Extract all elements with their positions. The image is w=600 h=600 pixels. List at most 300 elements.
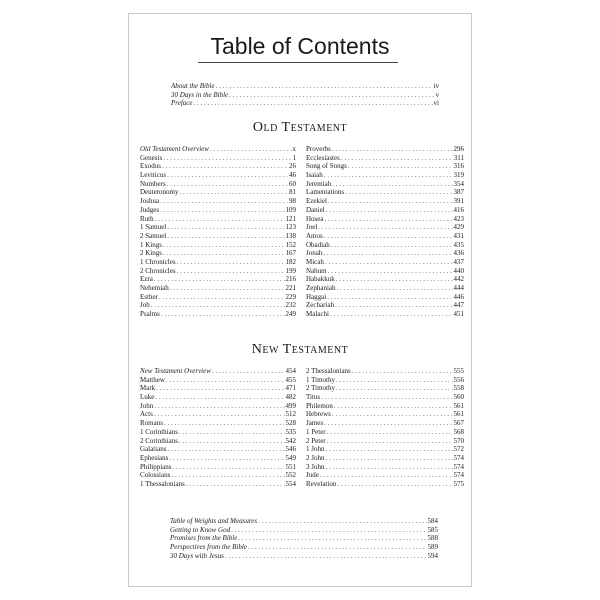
toc-entry-page-number: 199	[285, 266, 296, 275]
toc-entry-label: Zephaniah	[306, 284, 336, 292]
front-matter-list	[171, 82, 439, 108]
old-testament-right-column	[306, 145, 464, 319]
toc-entry[interactable]	[171, 91, 439, 100]
dot-leader	[170, 284, 285, 293]
toc-entry-label: Haggai	[306, 292, 327, 301]
toc-entry-label: Mark	[140, 384, 156, 393]
toc-entry[interactable]	[306, 376, 464, 385]
toc-entry-page-number: 542	[285, 436, 296, 445]
toc-entry-label: Acts	[140, 410, 153, 419]
toc-entry-page-number: 572	[453, 445, 464, 454]
toc-entry[interactable]	[140, 454, 296, 463]
toc-entry[interactable]	[306, 454, 464, 463]
toc-entry-page-number: 535	[285, 427, 296, 436]
toc-entry[interactable]	[140, 293, 296, 302]
dot-leader	[160, 206, 284, 215]
back-matter-list	[170, 517, 438, 560]
toc-entry[interactable]	[306, 428, 464, 437]
toc-entry-label: Malachi	[306, 310, 329, 319]
toc-entry-page-number: 440	[453, 266, 464, 275]
dot-leader	[154, 410, 285, 419]
dot-leader	[166, 376, 285, 385]
toc-entry-page-number: 81	[289, 188, 296, 197]
toc-entry-page-number: 574	[453, 453, 464, 462]
dot-leader	[325, 215, 453, 224]
dot-leader	[334, 402, 453, 411]
toc-entry-label: 2 Thessalonians	[306, 367, 351, 375]
toc-entry[interactable]	[140, 223, 296, 232]
dot-leader	[212, 367, 285, 376]
toc-entry[interactable]	[140, 393, 296, 402]
new-testament-right-column	[306, 367, 464, 489]
toc-entry-page-number: 431	[453, 231, 464, 240]
toc-entry[interactable]	[140, 402, 296, 411]
toc-entry-label: Hosea	[306, 214, 324, 223]
toc-entry-page-number: 549	[285, 453, 296, 462]
toc-entry[interactable]	[306, 471, 464, 480]
toc-entry-label: Philippians	[140, 462, 172, 471]
toc-entry-label: Matthew	[140, 375, 165, 384]
toc-entry-page-number: 437	[453, 257, 464, 266]
dot-leader	[337, 480, 452, 489]
dot-leader	[231, 526, 426, 535]
toc-entry-label: Isaiah	[306, 171, 323, 180]
toc-entry[interactable]	[306, 171, 464, 180]
toc-entry-page-number: 446	[453, 292, 464, 301]
toc-entry-label: Song of Songs	[306, 162, 347, 171]
dot-leader	[169, 454, 284, 463]
toc-entry-label: Judges	[140, 205, 160, 214]
toc-entry[interactable]	[170, 543, 438, 552]
dot-leader	[337, 284, 453, 293]
toc-entry[interactable]	[140, 171, 296, 180]
new-testament-left-column	[140, 367, 296, 489]
toc-entry-label: 1 John	[306, 445, 325, 454]
toc-entry[interactable]	[306, 445, 464, 454]
toc-entry-page-number: 551	[285, 462, 296, 471]
toc-entry-page-number: 585	[427, 525, 438, 534]
old-testament-heading: Old Testament	[252, 120, 348, 135]
toc-entry-page-number: 444	[453, 284, 464, 292]
toc-entry-label: Nahum	[306, 266, 327, 275]
toc-entry[interactable]	[140, 428, 296, 437]
toc-entry[interactable]	[306, 301, 464, 310]
toc-entry[interactable]	[140, 437, 296, 446]
dot-leader	[167, 232, 284, 241]
toc-entry[interactable]	[140, 180, 296, 189]
toc-entry-label: Promises from the Bible	[170, 534, 238, 543]
toc-entry[interactable]	[306, 275, 464, 284]
toc-entry[interactable]	[306, 180, 464, 189]
toc-entry[interactable]	[306, 410, 464, 419]
toc-entry-page-number: 471	[285, 384, 296, 393]
dot-leader	[352, 367, 453, 376]
toc-entry-label: Ephesians	[140, 453, 169, 462]
toc-entry-label: 2 Samuel	[140, 231, 167, 240]
toc-entry-page-number: v	[435, 90, 439, 99]
toc-entry-label: Ecclesiastes	[306, 153, 340, 162]
toc-entry-page-number: 316	[453, 162, 464, 171]
toc-entry[interactable]	[140, 463, 296, 472]
dot-leader	[155, 215, 285, 224]
dot-leader	[161, 310, 285, 319]
toc-entry-label: 2 Kings	[140, 249, 162, 258]
toc-entry[interactable]	[306, 419, 464, 428]
toc-entry[interactable]	[140, 249, 296, 258]
toc-entry-label: 1 Timothy	[306, 375, 335, 384]
toc-entry[interactable]	[306, 393, 464, 402]
toc-entry[interactable]	[306, 206, 464, 215]
toc-entry-page-number: 594	[427, 551, 438, 560]
toc-entry-page-number: 546	[285, 445, 296, 454]
dot-leader	[336, 275, 453, 284]
dot-leader	[318, 223, 452, 232]
toc-entry-label: 2 Timothy	[306, 384, 335, 393]
toc-entry-label: Table of Weights and Measures	[170, 517, 258, 525]
dot-leader	[324, 232, 453, 241]
toc-entry[interactable]	[306, 162, 464, 171]
dot-leader	[325, 463, 452, 472]
toc-entry-label: Luke	[140, 393, 155, 402]
toc-entry-label: Exodus	[140, 162, 161, 171]
toc-entry-page-number: 416	[453, 205, 464, 214]
toc-entry-label: Esther	[140, 292, 158, 301]
toc-entry[interactable]	[140, 384, 296, 393]
toc-entry-label: Proverbs	[306, 145, 331, 153]
toc-entry-page-number: 229	[285, 292, 296, 301]
toc-entry[interactable]	[140, 471, 296, 480]
page-title: Table of Contents	[210, 33, 390, 59]
dot-leader	[332, 410, 453, 419]
dot-leader	[325, 454, 452, 463]
toc-entry[interactable]	[140, 410, 296, 419]
dot-leader	[164, 419, 285, 428]
toc-entry[interactable]	[140, 232, 296, 241]
toc-entry-page-number: 296	[453, 145, 464, 153]
toc-entry-label: 30 Days in the Bible	[171, 90, 229, 99]
toc-entry-label: Philemon	[306, 401, 333, 410]
toc-entry-label: Jeremiah	[306, 179, 332, 188]
title-rule	[198, 62, 398, 63]
toc-entry-page-number: iv	[433, 82, 439, 90]
toc-entry-page-number: 354	[453, 179, 464, 188]
toc-entry-label: Psalms	[140, 310, 160, 319]
toc-entry-page-number: 554	[285, 479, 296, 488]
toc-entry-page-number: vi	[433, 99, 439, 108]
toc-entry-label: 1 Kings	[140, 240, 162, 249]
dot-leader	[167, 171, 288, 180]
toc-entry-label: Romans	[140, 419, 163, 428]
toc-entry[interactable]	[306, 197, 464, 206]
toc-entry-page-number: 46	[289, 171, 296, 180]
dot-leader	[258, 517, 426, 526]
dot-leader	[159, 293, 285, 302]
dot-leader	[325, 445, 452, 454]
dot-leader	[229, 91, 434, 100]
toc-entry[interactable]	[140, 258, 296, 267]
toc-entry[interactable]	[306, 154, 464, 163]
toc-entry[interactable]	[140, 188, 296, 197]
toc-entry-page-number: 121	[285, 214, 296, 223]
toc-entry[interactable]	[140, 206, 296, 215]
dot-leader	[341, 154, 453, 163]
toc-entry-page-number: 311	[453, 153, 464, 162]
toc-entry[interactable]	[306, 145, 464, 154]
toc-entry[interactable]	[140, 275, 296, 284]
toc-entry-page-number: 60	[289, 179, 296, 188]
dot-leader	[156, 384, 284, 393]
toc-entry-label: 2 Chronicles	[140, 266, 176, 275]
toc-entry[interactable]	[140, 284, 296, 293]
dot-leader	[179, 428, 285, 437]
toc-entry[interactable]	[306, 284, 464, 293]
dot-leader	[163, 249, 285, 258]
toc-entry-page-number: 182	[285, 257, 296, 266]
toc-entry[interactable]	[140, 419, 296, 428]
toc-entry-label: New Testament Overview	[140, 367, 211, 375]
toc-entry-label: 30 Days with Jesus	[170, 551, 224, 560]
dot-leader	[186, 480, 285, 489]
dot-leader	[324, 171, 453, 180]
toc-entry-label: 2 John	[306, 453, 325, 462]
dot-leader	[320, 471, 453, 480]
toc-entry-page-number: 574	[453, 462, 464, 471]
toc-entry-label: Jude	[306, 471, 319, 480]
toc-entry-label: Jonah	[306, 249, 323, 258]
toc-entry-page-number: 555	[453, 367, 464, 375]
toc-entry-page-number: 98	[289, 197, 296, 206]
toc-entry[interactable]	[140, 162, 296, 171]
toc-entry[interactable]	[306, 480, 464, 489]
toc-entry[interactable]	[140, 241, 296, 250]
toc-entry-label: 1 Corinthians	[140, 427, 178, 436]
toc-entry[interactable]	[306, 384, 464, 393]
toc-entry-label: Ezekiel	[306, 197, 327, 206]
toc-entry-page-number: 447	[453, 301, 464, 310]
dot-leader	[173, 463, 285, 472]
toc-entry-page-number: 109	[285, 205, 296, 214]
toc-entry[interactable]	[140, 267, 296, 276]
toc-entry-label: Lamentations	[306, 188, 345, 197]
toc-entry-label: Perspectives from the Bible	[170, 543, 247, 552]
toc-entry-label: Joshua	[140, 197, 160, 206]
toc-entry-page-number: 138	[285, 231, 296, 240]
toc-entry-label: Daniel	[306, 205, 325, 214]
dot-leader	[154, 275, 285, 284]
dot-leader	[167, 223, 284, 232]
dot-leader	[179, 437, 285, 446]
toc-entry-page-number: 167	[285, 249, 296, 258]
dot-leader	[248, 543, 427, 552]
toc-entry-page-number: 589	[427, 543, 438, 552]
toc-entry-page-number: 575	[453, 479, 464, 488]
toc-entry-label: Hebrews	[306, 410, 331, 419]
toc-entry-label: Habakkuk	[306, 275, 335, 284]
toc-entry[interactable]	[171, 82, 439, 91]
old-testament-left-column	[140, 145, 296, 319]
toc-entry-label: Amos	[306, 231, 323, 240]
dot-leader	[163, 154, 291, 163]
dot-leader	[167, 445, 284, 454]
toc-entry[interactable]	[140, 145, 296, 154]
toc-entry-label: Joel	[306, 223, 318, 232]
toc-entry-page-number: 561	[453, 410, 464, 419]
dot-leader	[238, 534, 426, 543]
dot-leader	[325, 258, 453, 267]
toc-entry-page-number: 568	[453, 427, 464, 436]
toc-entry[interactable]	[140, 301, 296, 310]
dot-leader	[331, 241, 453, 250]
toc-entry[interactable]	[306, 241, 464, 250]
toc-entry-page-number: 249	[285, 310, 296, 319]
toc-entry[interactable]	[306, 223, 464, 232]
toc-entry-label: Ezra	[140, 275, 153, 284]
toc-entry[interactable]	[140, 367, 296, 376]
toc-entry-label: 1 Chronicles	[140, 257, 176, 266]
dot-leader	[194, 99, 433, 108]
toc-entry-page-number: 499	[285, 401, 296, 410]
toc-entry[interactable]	[306, 310, 464, 319]
toc-entry-label: Numbers	[140, 179, 166, 188]
toc-entry[interactable]	[306, 463, 464, 472]
toc-entry-page-number: 512	[285, 410, 296, 419]
dot-leader	[163, 241, 285, 250]
toc-entry-label: Preface	[171, 99, 193, 108]
toc-entry-label: 2 Corinthians	[140, 436, 178, 445]
toc-entry-page-number: 454	[285, 367, 296, 375]
toc-entry[interactable]	[140, 154, 296, 163]
toc-entry-label: 1 Samuel	[140, 223, 167, 232]
toc-entry-label: Colossians	[140, 471, 171, 480]
toc-entry-label: 3 John	[306, 462, 325, 471]
toc-entry-page-number: 552	[285, 471, 296, 480]
toc-entry[interactable]	[140, 445, 296, 454]
toc-entry-page-number: 152	[285, 240, 296, 249]
toc-entry[interactable]	[306, 402, 464, 411]
toc-entry-page-number: 216	[285, 275, 296, 284]
dot-leader	[177, 267, 285, 276]
toc-entry-page-number: 528	[285, 419, 296, 428]
toc-entry-page-number: 588	[427, 534, 438, 543]
toc-entry-label: Old Testament Overview	[140, 145, 209, 153]
toc-entry-page-number: 387	[453, 188, 464, 197]
dot-leader	[323, 249, 452, 258]
toc-entry-label: Ruth	[140, 214, 154, 223]
new-testament-heading: New Testament	[251, 342, 349, 357]
dot-leader	[330, 310, 453, 319]
toc-entry-page-number: 574	[453, 471, 464, 480]
toc-entry-label: Galatians	[140, 445, 167, 454]
toc-entry-page-number: 123	[285, 223, 296, 232]
toc-entry-page-number: 429	[453, 223, 464, 232]
toc-entry[interactable]	[140, 480, 296, 489]
toc-entry[interactable]	[306, 258, 464, 267]
toc-entry[interactable]	[170, 526, 438, 535]
toc-entry-page-number: 391	[453, 197, 464, 206]
toc-entry-label: 2 Peter	[306, 436, 326, 445]
dot-leader	[154, 402, 284, 411]
toc-entry[interactable]	[306, 232, 464, 241]
dot-leader	[171, 471, 284, 480]
toc-entry-label: Micah	[306, 257, 324, 266]
toc-entry[interactable]	[140, 215, 296, 224]
dot-leader	[167, 180, 288, 189]
dot-leader	[324, 419, 452, 428]
toc-entry-label: Deuteronomy	[140, 188, 179, 197]
toc-entry-page-number: 567	[453, 419, 464, 428]
toc-entry[interactable]	[306, 267, 464, 276]
toc-entry[interactable]	[170, 552, 438, 561]
dot-leader	[328, 197, 453, 206]
toc-entry-label: Revelation	[306, 479, 337, 488]
toc-entry-page-number: 319	[453, 171, 464, 180]
dot-leader	[327, 293, 452, 302]
toc-entry[interactable]	[171, 99, 439, 108]
toc-entry[interactable]	[306, 188, 464, 197]
toc-entry-page-number: 455	[285, 375, 296, 384]
toc-entry[interactable]	[306, 437, 464, 446]
dot-leader	[328, 267, 453, 276]
toc-entry[interactable]	[306, 215, 464, 224]
dot-leader	[335, 301, 453, 310]
dot-leader	[225, 552, 427, 561]
toc-entry-label: Zechariah	[306, 301, 334, 310]
toc-entry-page-number: x	[292, 145, 296, 153]
toc-entry[interactable]	[140, 197, 296, 206]
toc-entry-label: 1 Peter	[306, 427, 326, 436]
dot-leader	[216, 82, 433, 91]
toc-entry-label: Titus	[306, 393, 321, 402]
toc-entry[interactable]	[170, 517, 438, 526]
toc-entry-page-number: 423	[453, 214, 464, 223]
dot-leader	[336, 384, 453, 393]
toc-entry-label: Genesis	[140, 153, 163, 162]
dot-leader	[326, 206, 453, 215]
toc-entry-page-number: 221	[285, 284, 296, 292]
toc-entry-page-number: 482	[285, 393, 296, 402]
dot-leader	[332, 180, 452, 189]
toc-entry-page-number: 1	[292, 153, 296, 162]
dot-leader	[210, 145, 292, 154]
toc-entry-page-number: 556	[453, 375, 464, 384]
dot-leader	[348, 162, 453, 171]
dot-leader	[336, 376, 453, 385]
toc-entry-page-number: 584	[427, 517, 438, 525]
toc-entry-label: James	[306, 419, 324, 428]
toc-entry[interactable]	[170, 534, 438, 543]
toc-entry-label: Job	[140, 301, 150, 310]
toc-entry-label: John	[140, 401, 154, 410]
toc-entry[interactable]	[140, 376, 296, 385]
toc-entry-page-number: 451	[453, 310, 464, 319]
dot-leader	[327, 428, 453, 437]
toc-entry-page-number: 232	[285, 301, 296, 310]
toc-entry-label: Leviticus	[140, 171, 167, 180]
dot-leader	[160, 197, 288, 206]
dot-leader	[345, 188, 452, 197]
dot-leader	[162, 162, 288, 171]
dot-leader	[332, 145, 453, 154]
toc-entry-label: Getting to Know God	[170, 525, 231, 534]
dot-leader	[155, 393, 284, 402]
toc-entry[interactable]	[306, 249, 464, 258]
toc-entry[interactable]	[306, 293, 464, 302]
toc-entry[interactable]	[306, 367, 464, 376]
toc-entry-page-number: 560	[453, 393, 464, 402]
dot-leader	[180, 188, 289, 197]
toc-entry-page-number: 570	[453, 436, 464, 445]
toc-entry[interactable]	[140, 310, 296, 319]
